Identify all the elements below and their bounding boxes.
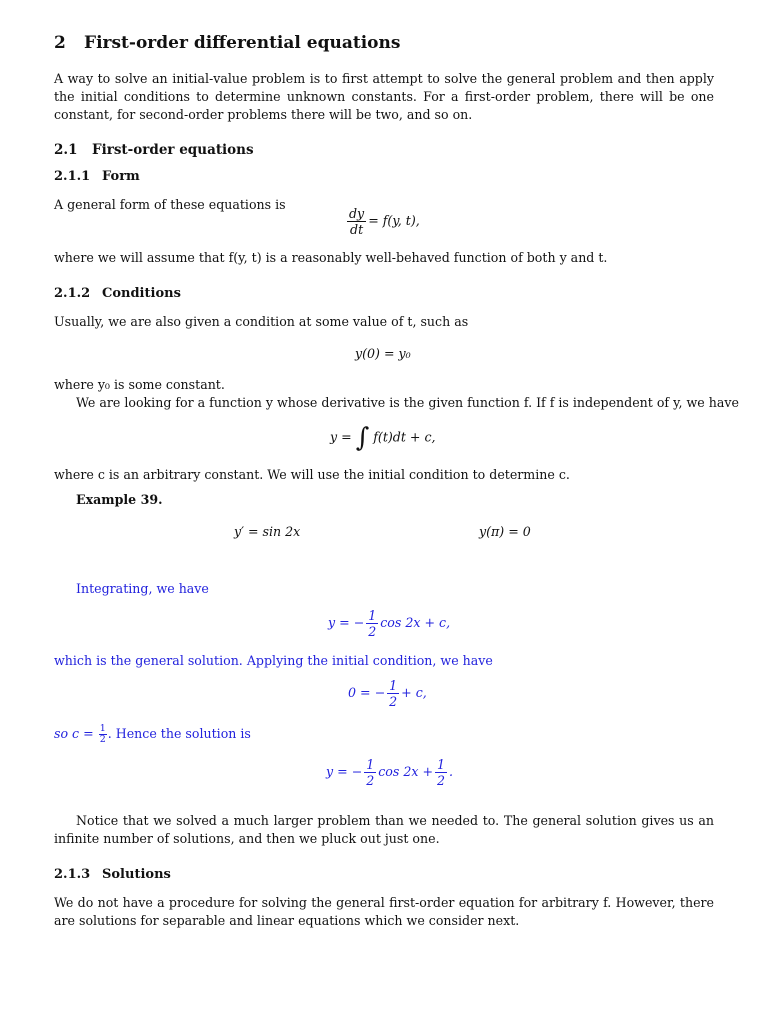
ic-lhs: 0 = −: [348, 685, 386, 700]
conditions-text2: where y₀ is some constant.: [54, 377, 225, 392]
ic-rhs: + c,: [401, 685, 427, 700]
final-solution-equation: [326, 757, 453, 788]
integral-sign: ∫: [355, 423, 370, 453]
c-den: 2: [99, 734, 106, 745]
example-line3: [54, 724, 251, 745]
subsection-heading: [54, 141, 254, 159]
ic-half-den: 2: [389, 694, 398, 709]
example-line2: which is the general solution. Applying the initial condition, we have: [54, 653, 493, 668]
eq-numerator: dy: [349, 206, 365, 221]
eq-denominator: dt: [350, 222, 364, 237]
integral-rhs: f(t)dt + c,: [373, 429, 436, 445]
general-solution-equation: [328, 608, 450, 639]
conditions-title: Conditions: [102, 286, 181, 301]
form-number: 2.1.1: [54, 169, 91, 184]
form-equation: [345, 206, 420, 237]
section-number: 2: [54, 33, 66, 53]
section-heading: [54, 34, 400, 52]
eq-rhs: = f(y, t),: [368, 213, 420, 228]
initial-condition-equation: y(0) = y₀: [355, 346, 411, 361]
solutions-number: 2.1.3: [54, 867, 91, 882]
form-heading: [54, 168, 140, 186]
conditions-heading: [54, 285, 181, 303]
intro-paragraph: A way to solve an initial-value problem is to first attempt to solve the general problem and then apply the initial conditions to determine unknown constants. For a first-order problem, there will be one constant, for second-order problems there will be two, and so on.: [54, 71, 714, 122]
example-line1: Integrating, we have: [76, 581, 209, 596]
fs-half-den2: 2: [437, 773, 446, 788]
line3-post: . Hence the solution is: [107, 726, 251, 741]
fs-mid: cos 2x +: [378, 764, 434, 779]
gs-lhs: y = −: [328, 615, 365, 630]
form-title: Form: [102, 169, 140, 184]
example-condition: y(π) = 0: [479, 524, 531, 539]
form-after-text: where we will assume that f(y, t) is a reasonably well-behaved function of both y and t.: [54, 250, 608, 265]
example-label: Example 39.: [76, 492, 163, 507]
conditions-number: 2.1.2: [54, 286, 91, 301]
conditions-text3: We are looking for a function y whose derivative is the given function f. If f is independent of y, we have: [76, 395, 739, 410]
conditions-text4: where c is an arbitrary constant. We will use the initial condition to determine c.: [54, 467, 570, 482]
fs-end: .: [449, 764, 454, 779]
form-text: A general form of these equations is: [54, 197, 286, 212]
solutions-paragraph: We do not have a procedure for solving the general first-order equation for arbitrary f. However, there are solutions for separable and linear equations which we consider next.: [54, 895, 714, 928]
conditions-text: Usually, we are also given a condition at some value of t, such as: [54, 314, 469, 329]
fs-lhs: y = −: [326, 764, 363, 779]
integral-equation: [330, 423, 436, 453]
initial-condition-applied: [348, 678, 427, 709]
gs-rhs: cos 2x + c,: [380, 615, 451, 630]
line3-pre: so c =: [54, 726, 94, 741]
subsection-title: First-order equations: [92, 142, 254, 158]
fs-half-num: 1: [366, 757, 375, 772]
notice-paragraph: Notice that we solved a much larger problem than we needed to. The general solution gives us an infinite number of solutions, and then we pluck out just one.: [54, 813, 714, 846]
ic-half-num: 1: [389, 678, 398, 693]
fs-half-num2: 1: [437, 757, 446, 772]
section-title: First-order differential equations: [84, 33, 401, 53]
c-num: 1: [99, 723, 106, 734]
integral-lhs: y =: [330, 429, 352, 445]
gs-half-num: 1: [368, 608, 377, 623]
solutions-heading: [54, 866, 171, 884]
subsection-number: 2.1: [54, 142, 78, 158]
fs-half-den: 2: [366, 773, 375, 788]
gs-half-den: 2: [368, 624, 377, 639]
solutions-title: Solutions: [102, 867, 171, 882]
example-ode: y′ = sin 2x: [234, 524, 301, 539]
